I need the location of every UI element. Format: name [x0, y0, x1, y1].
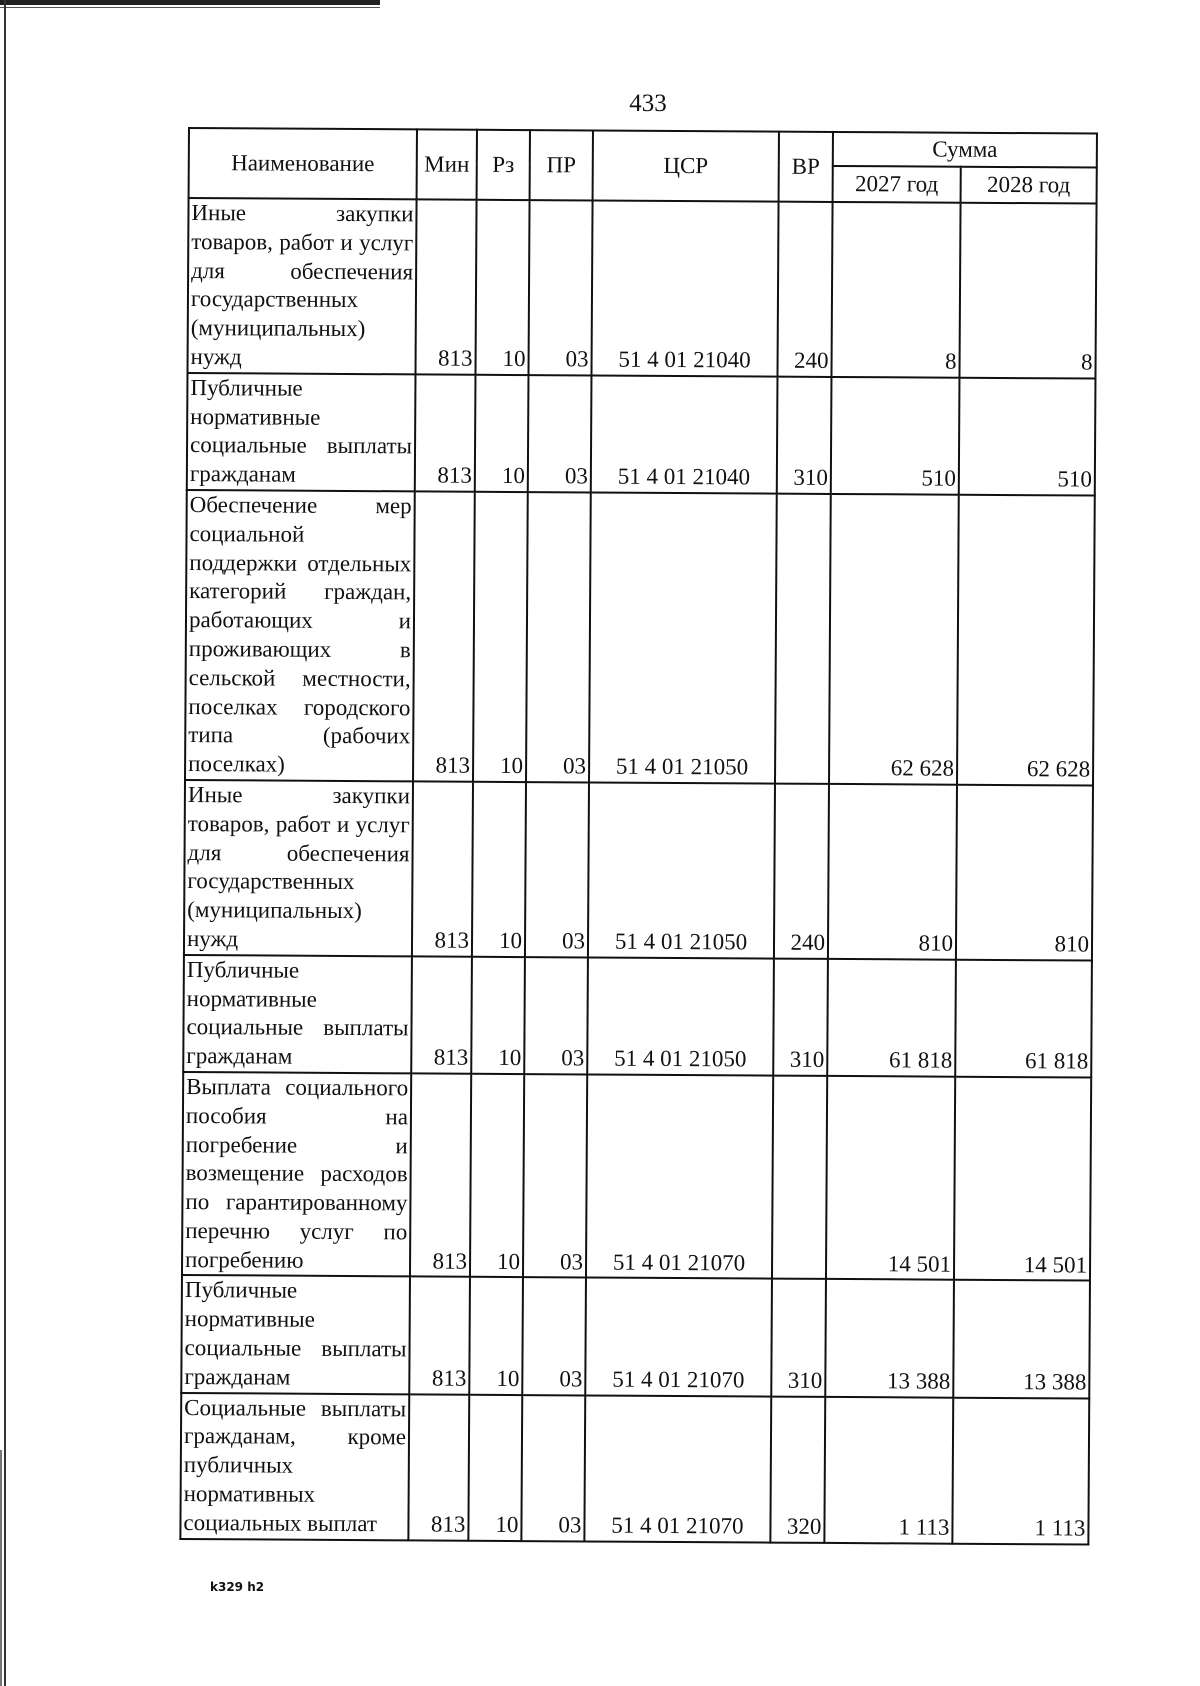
row-min: 813 — [415, 199, 476, 374]
row-sum-2027: 510 — [831, 377, 960, 495]
row-sum-2028: 62 628 — [957, 495, 1095, 786]
row-rz: 10 — [475, 375, 529, 493]
row-vr — [772, 1075, 827, 1279]
scan-border-left — [4, 0, 6, 1686]
scan-border-top-thin — [0, 7, 380, 8]
row-sum-2028: 8 — [959, 203, 1096, 379]
row-csr: 51 4 01 21050 — [589, 492, 777, 783]
row-sum-2028: 14 501 — [954, 1077, 1091, 1281]
row-rz: 10 — [471, 956, 525, 1074]
header-min: Мин — [417, 129, 477, 199]
row-vr: 310 — [773, 958, 828, 1076]
row-pr: 03 — [528, 200, 592, 375]
row-min: 813 — [415, 374, 476, 492]
footer-code: k329 h2 — [210, 1580, 265, 1594]
row-rz: 10 — [469, 1277, 523, 1395]
row-pr: 03 — [524, 957, 588, 1075]
row-min: 813 — [412, 781, 473, 956]
header-rz: Рз — [477, 130, 530, 200]
row-csr: 51 4 01 21040 — [591, 200, 778, 376]
budget-table — [179, 127, 1098, 1545]
row-rz: 10 — [472, 782, 526, 957]
row-vr: 240 — [774, 784, 829, 959]
row-vr — [775, 494, 831, 784]
row-name: Иные закупки товаров, работ и услуг для обеспечения государственных (муниципальных) нужд — [187, 198, 416, 374]
table-row — [183, 955, 1092, 1078]
header-vr: ВР — [779, 132, 833, 202]
row-csr: 51 4 01 21040 — [591, 375, 778, 493]
row-sum-2028: 510 — [959, 377, 1096, 495]
row-rz: 10 — [470, 1074, 524, 1278]
row-name: Выплата социального пособия на погребение и возмещение расходов по гарантированному перечню услуг по погребению — [182, 1072, 411, 1277]
row-rz: 10 — [468, 1394, 522, 1540]
header-year-2028: 2028 год — [961, 167, 1097, 204]
header-name: Наименование — [189, 128, 417, 199]
row-sum-2027: 13 388 — [825, 1279, 954, 1397]
row-min: 813 — [408, 1394, 469, 1540]
row-pr: 03 — [523, 1074, 587, 1278]
row-min: 813 — [411, 956, 472, 1074]
row-sum-2027: 62 628 — [829, 494, 959, 785]
row-name: Публичные нормативные социальные выплаты гражданам — [187, 373, 416, 492]
row-name: Иные закупки товаров, работ и услуг для обеспечения государственных (муниципальных) нужд — [184, 780, 413, 956]
scan-border-top — [0, 0, 380, 5]
row-vr: 320 — [770, 1396, 825, 1542]
row-min: 813 — [409, 1277, 470, 1395]
row-sum-2028: 810 — [956, 785, 1093, 961]
row-csr: 51 4 01 21070 — [585, 1278, 772, 1396]
row-rz: 10 — [475, 200, 529, 375]
row-sum-2027: 61 818 — [827, 959, 956, 1077]
header-pr: ПР — [530, 130, 593, 200]
scan-border-left-lower — [0, 1450, 2, 1686]
row-name: Публичные нормативные социальные выплаты гражданам — [183, 955, 412, 1074]
row-rz: 10 — [473, 492, 528, 782]
row-sum-2028: 61 818 — [955, 959, 1092, 1077]
row-min: 813 — [413, 491, 475, 781]
row-pr: 03 — [522, 1278, 586, 1396]
row-pr: 03 — [521, 1395, 585, 1541]
row-pr: 03 — [525, 782, 589, 957]
table-row — [180, 1393, 1089, 1545]
header-row — [189, 128, 1097, 167]
row-min: 813 — [410, 1073, 471, 1277]
header-sum: Сумма — [833, 132, 1097, 168]
row-sum-2028: 1 113 — [952, 1397, 1089, 1544]
row-vr: 310 — [777, 376, 832, 494]
table-row — [181, 1275, 1090, 1398]
row-csr: 51 4 01 21050 — [587, 957, 774, 1075]
row-sum-2027: 8 — [831, 202, 960, 378]
header-year-2027: 2027 год — [833, 166, 961, 203]
table-row — [187, 373, 1096, 496]
row-name: Социальные выплаты гражданам, кроме публичных нормативных социальных выплат — [180, 1393, 409, 1540]
row-name: Публичные нормативные социальные выплаты гражданам — [181, 1275, 410, 1394]
row-pr: 03 — [528, 375, 592, 493]
row-vr: 310 — [771, 1279, 826, 1397]
row-sum-2027: 810 — [828, 784, 957, 960]
row-pr: 03 — [526, 492, 591, 782]
row-sum-2028: 13 388 — [953, 1280, 1090, 1398]
table-row — [187, 198, 1096, 378]
row-csr: 51 4 01 21070 — [586, 1074, 773, 1279]
row-csr: 51 4 01 21070 — [584, 1395, 771, 1542]
table-row — [184, 780, 1093, 960]
row-sum-2027: 14 501 — [826, 1076, 955, 1280]
row-sum-2027: 1 113 — [824, 1397, 953, 1544]
table-row — [185, 490, 1095, 786]
header-csr: ЦСР — [593, 130, 779, 201]
page-number: 433 — [629, 90, 667, 117]
table-row — [182, 1072, 1091, 1281]
row-csr: 51 4 01 21050 — [588, 782, 775, 958]
row-vr: 240 — [777, 202, 832, 377]
row-name: Обеспечение мер социальной поддержки отдельных категорий граждан, работающих и проживающих в сельской местности, поселках городского типа (рабочих поселках) — [185, 490, 415, 781]
